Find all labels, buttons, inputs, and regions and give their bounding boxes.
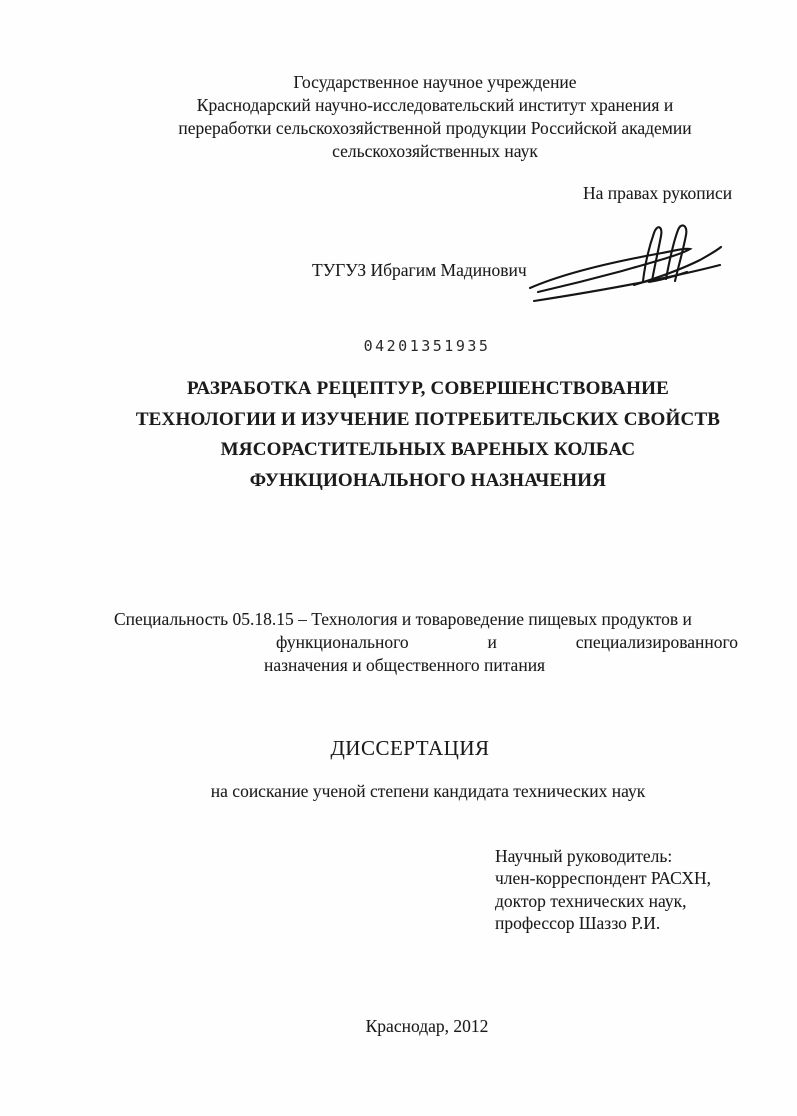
title-line: РАЗРАБОТКА РЕЦЕПТУР, СОВЕРШЕНСТВОВАНИЕ (187, 378, 669, 399)
document-type-heading: ДИССЕРТАЦИЯ (330, 736, 490, 760)
title-line: МЯСОРАСТИТЕЛЬНЫХ ВАРЕНЫХ КОЛБАС (220, 439, 636, 460)
institution-header (128, 71, 742, 163)
specialty-line: функционального и специализированного (276, 632, 738, 652)
specialty-line: Специальность 05.18.15 – Технология и товароведение пищевых продуктов и (114, 609, 692, 629)
title-line: ФУНКЦИОНАЛЬНОГО НАЗНАЧЕНИЯ (249, 469, 607, 491)
institution-line: переработки сельскохозяйственной продукции Российской академии (178, 118, 692, 138)
dissertation-title (136, 374, 720, 496)
degree-purpose-line: на соискание ученой степени кандидата технических наук (210, 781, 646, 801)
supervisor-line: профессор Шаззо Р.И. (495, 913, 661, 934)
supervisor-line: Научный руководитель: (495, 846, 673, 866)
manuscript-rights-note: На правах рукописи (583, 183, 733, 203)
author-name: ТУГУЗ Ибрагим Мадинович (312, 260, 527, 280)
title-line: ТЕХНОЛОГИИ И ИЗУЧЕНИЕ ПОТРЕБИТЕЛЬСКИХ СВОЙСТВ (135, 408, 721, 430)
institution-line: Краснодарский научно-исследовательский институт хранения и (196, 95, 674, 115)
institution-line: Государственное научное учреждение (293, 72, 577, 92)
city-year-line: Краснодар, 2012 (365, 1016, 489, 1036)
supervisor-line: член-корреспондент РАСХН, (495, 868, 711, 889)
author-signature-icon (524, 222, 724, 306)
supervisor-block (495, 845, 711, 935)
specialty-line: назначения и общественного питания (264, 655, 546, 675)
supervisor-line: доктор технических наук, (495, 890, 687, 911)
catalog-stamp-number: 04201351935 (363, 337, 491, 355)
institution-line: сельскохозяйственных наук (332, 141, 538, 161)
